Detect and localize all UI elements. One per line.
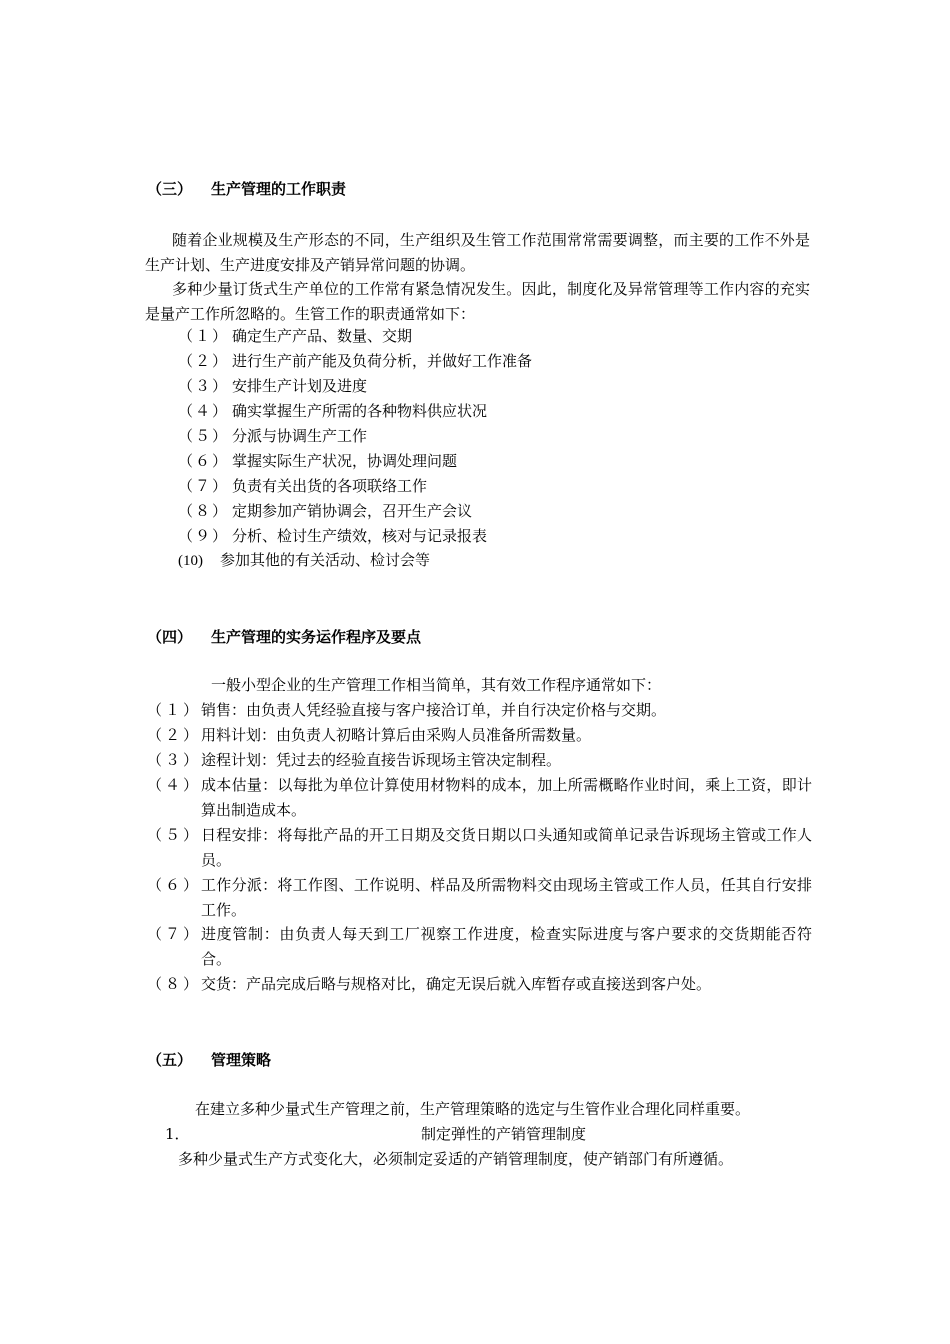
duty-item-number: （５） — [178, 427, 230, 445]
duty-item-number: （９） — [178, 527, 230, 545]
duty-item-number: （８） — [178, 502, 230, 520]
section5-subheading-text: 多种少量式生产方式变化大，必须制定妥适的产销管理制度，使产销部门有所遵循。 — [178, 1150, 734, 1168]
duty-item-number: （１） — [178, 327, 230, 345]
duty-item-7 — [178, 474, 427, 499]
section5-intro: 在建立多种少量式生产管理之前，生产管理策略的选定与生管作业合理化同样重要。 — [195, 1100, 751, 1118]
duty-item-number: （３） — [178, 377, 230, 395]
duty-item-number: （４） — [178, 402, 230, 420]
duty-item-3 — [178, 374, 367, 399]
procedure-step-5 — [147, 823, 812, 873]
duty-item-text: 确实掌握生产所需的各种物料供应状况 — [232, 402, 488, 420]
procedure-step-number: （５） — [147, 826, 202, 844]
duty-item-text: 确定生产产品、数量、交期 — [232, 327, 413, 345]
duty-item-text: 安排生产计划及进度 — [232, 377, 368, 395]
section4-heading — [147, 626, 421, 647]
procedure-step-2 — [147, 723, 812, 748]
procedure-step-number: （７） — [147, 925, 202, 943]
procedure-step-text: 工作分派：将工作图、工作说明、样品及所需物料交由现场主管或工作人员，任其自行安排工作。 — [201, 876, 812, 919]
section3-paragraph-2: 多种少量订货式生产单位的工作常有紧急情况发生。因此，制度化及异常管理等工作内容的充实是量产工作所忽略的。生管工作的职责通常如下： — [145, 280, 810, 323]
procedure-step-text: 交货：产品完成后略与规格对比，确定无误后就入库暂存或直接送到客户处。 — [201, 975, 712, 993]
duty-item-text: 分析、检讨生产绩效，核对与记录报表 — [232, 527, 488, 545]
procedure-step-text: 进度管制：由负责人每天到工厂视察工作进度，检查实际进度与客户要求的交货期能否符合。 — [201, 925, 812, 968]
procedure-step-text: 途程计划：凭过去的经验直接告诉现场主管决定制程。 — [201, 751, 562, 769]
duty-item-text: 参加其他的有关活动、检讨会等 — [220, 551, 431, 569]
section5-title: 管理策略 — [211, 1051, 272, 1069]
section3-paragraph-1: 随着企业规模及生产形态的不同，生产组织及生管工作范围常常需要调整，而主要的工作不外是生产计划、生产进度安排及产销异常问题的协调。 — [145, 231, 810, 274]
procedure-step-number: （３） — [147, 751, 202, 769]
duty-item-text: 掌握实际生产状况，协调处理问题 — [232, 452, 458, 470]
duty-item-text: 进行生产前产能及负荷分析，并做好工作准备 — [232, 352, 533, 370]
section5-heading — [147, 1049, 271, 1070]
procedure-step-number: （１） — [147, 701, 202, 719]
duty-item-8 — [178, 499, 472, 524]
section4-intro: 一般小型企业的生产管理工作相当简单，其有效工作程序通常如下： — [211, 676, 662, 694]
duty-item-number: （６） — [178, 452, 230, 470]
duty-item-text: 负责有关出货的各项联络工作 — [232, 477, 428, 495]
section5-subheading-title: 制定弹性的产销管理制度 — [421, 1125, 587, 1143]
duty-item-number: （２） — [178, 352, 230, 370]
duty-item-2 — [178, 349, 532, 374]
duty-item-9 — [178, 524, 487, 549]
procedure-step-4 — [147, 773, 812, 823]
procedure-step-text: 日程安排：将每批产品的开工日期及交货日期以口头通知或简单记录告诉现场主管或工作人员。 — [201, 826, 812, 869]
duty-item-5 — [178, 424, 367, 449]
duty-item-6 — [178, 449, 457, 474]
procedure-step-text: 用料计划：由负责人初略计算后由采购人员准备所需数量。 — [201, 726, 592, 744]
section3-number: （三） — [147, 180, 193, 198]
duty-item-number: (10) — [178, 553, 203, 569]
procedure-step-6 — [147, 873, 812, 923]
duty-item-10 — [178, 548, 430, 574]
procedure-step-1 — [147, 698, 812, 723]
procedure-step-3 — [147, 748, 812, 773]
section4-number: （四） — [147, 628, 193, 646]
procedure-step-number: （６） — [147, 876, 202, 894]
procedure-step-7 — [147, 922, 812, 972]
duty-item-text: 定期参加产销协调会，召开生产会议 — [232, 502, 473, 520]
section5-subheading-number: 1． — [165, 1125, 190, 1143]
procedure-step-text: 销售：由负责人凭经验直接与客户接洽订单，并自行决定价格与交期。 — [201, 701, 667, 719]
section3-heading — [147, 178, 346, 199]
duty-item-1 — [178, 324, 412, 349]
duty-item-number: （７） — [178, 477, 230, 495]
procedure-step-number: （４） — [147, 776, 202, 794]
duty-item-4 — [178, 399, 487, 424]
procedure-step-number: （８） — [147, 975, 202, 993]
procedure-step-text: 成本估量：以每批为单位计算使用材物料的成本，加上所需概略作业时间，乘上工资，即计算出制造成本。 — [201, 776, 812, 819]
procedure-step-8 — [147, 972, 812, 997]
section3-title: 生产管理的工作职责 — [211, 180, 347, 198]
section4-title: 生产管理的实务运作程序及要点 — [211, 628, 422, 646]
procedure-step-number: （２） — [147, 726, 202, 744]
section5-number: （五） — [147, 1051, 193, 1069]
duty-item-text: 分派与协调生产工作 — [232, 427, 368, 445]
